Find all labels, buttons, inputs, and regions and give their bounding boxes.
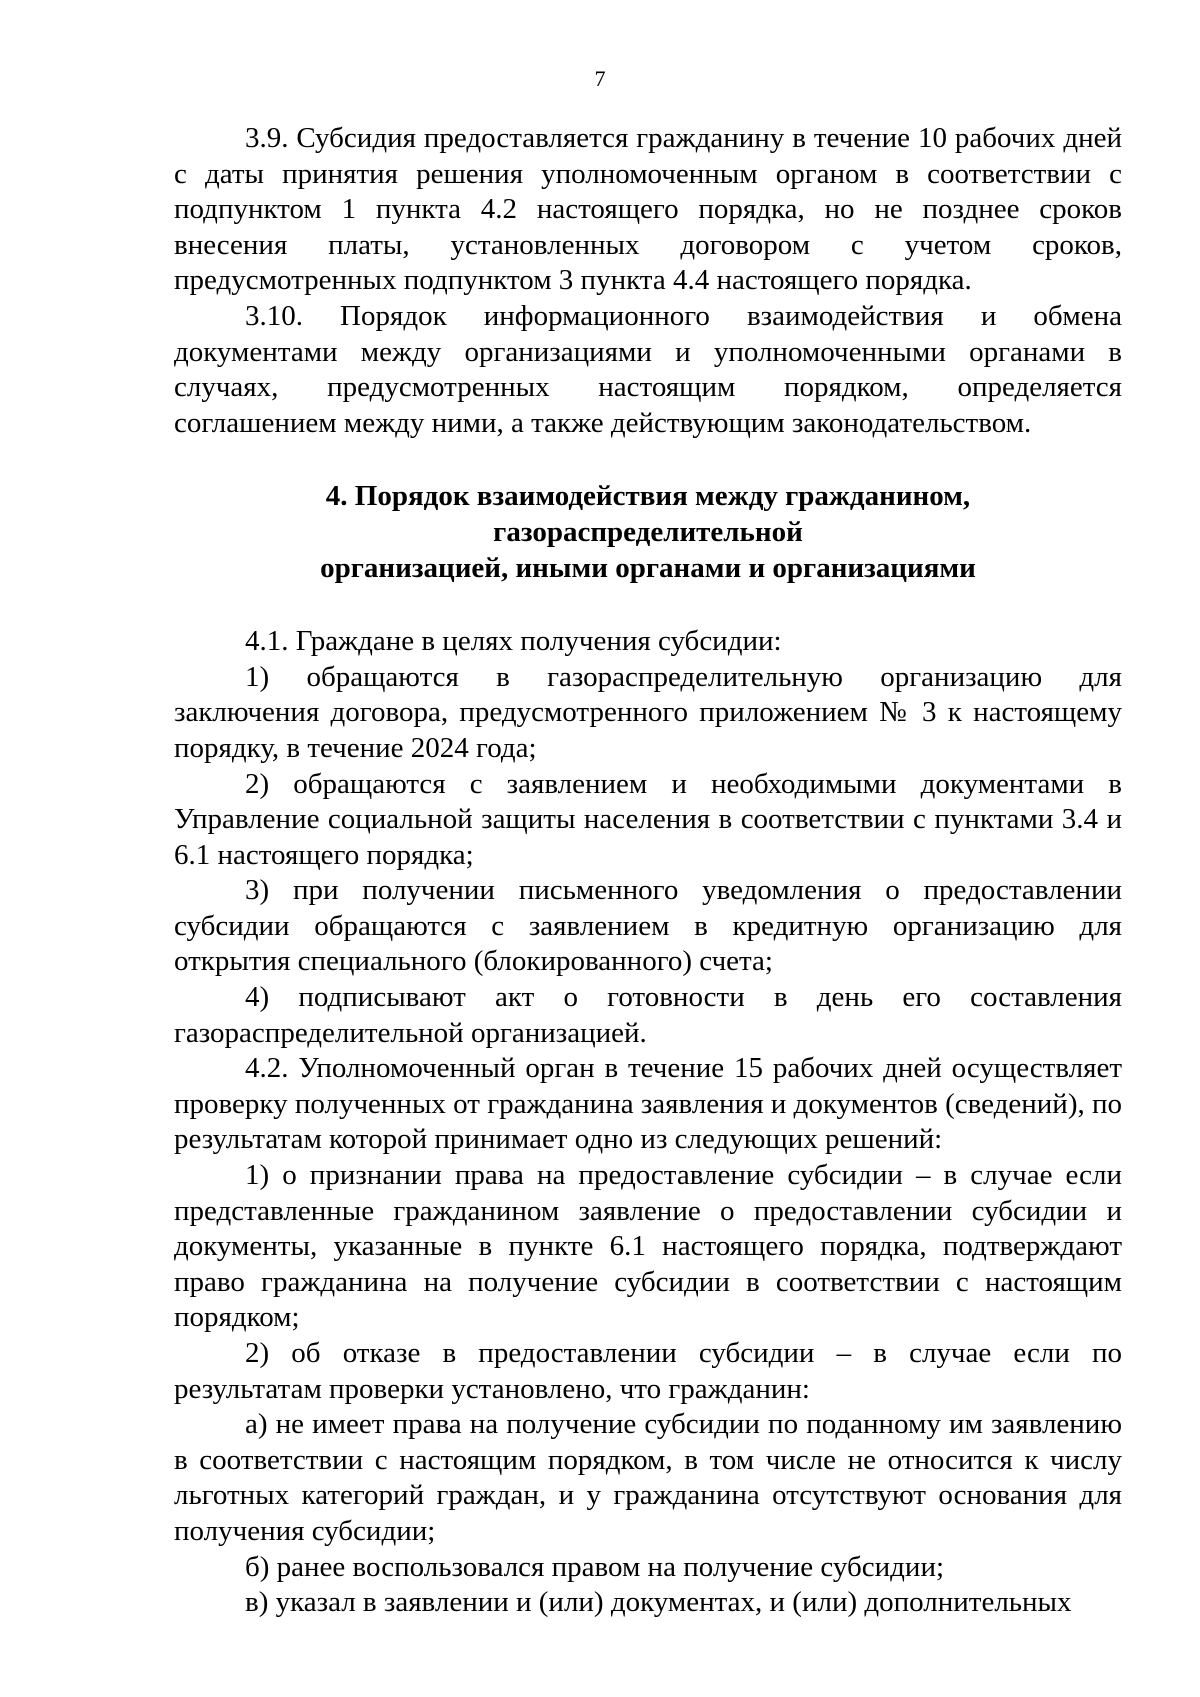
paragraph-4-2-item-a: а) не имеет права на получение субсидии по поданному им заявлению в соответствии с настоящим порядком, в том числе не относится к числу льготных категорий граждан, и у гражданина отсутствуют основания для получения субсидии;	[174, 1408, 1122, 1547]
section-heading-line-1: 4. Порядок взаимодействия между гражданином, газораспределительной	[325, 480, 971, 548]
page-number: 7	[594, 66, 606, 91]
paragraph-4-2-item-2: 2) об отказе в предоставлении субсидии – в случае если по результатам проверки установлено, что гражданин:	[174, 1337, 1122, 1405]
paragraph-4-1: 4.1. Граждане в целях получения субсидии:	[245, 625, 782, 658]
paragraph-4-2-item-1: 1) о признании права на предоставление субсидии – в случае если представленные гражданином заявление о предоставлении субсидии и документы, указанные в пункте 6.1 настоящего порядка, подтверждают право гражданина на получение субсидии в соответствии с настоящим порядком;	[174, 1159, 1122, 1334]
paragraph-4-2: 4.2. Уполномоченный орган в течение 15 рабочих дней осуществляет проверку полученных от гражданина заявления и документов (сведений), по результатам которой принимает одно из следующих решений:	[174, 1052, 1122, 1156]
paragraph-4-1-item-3: 3) при получении письменного уведомления о предоставлении субсидии обращаются с заявлением в кредитную организацию для открытия специального (блокированного) счета;	[174, 874, 1122, 978]
paragraph-4-1-item-2: 2) обращаются с заявлением и необходимыми документами в Управление социальной защиты населения в соответствии с пунктами 3.4 и 6.1 настоящего порядка;	[174, 767, 1122, 871]
section-heading-line-2: организацией, иными органами и организациями	[320, 551, 976, 584]
paragraph-4-2-item-b: б) ранее воспользовался правом на получение субсидии;	[245, 1550, 945, 1583]
paragraph-3-10: 3.10. Порядок информационного взаимодействия и обмена документами между организациями и уполномоченными органами в случаях, предусмотренных настоящим порядком, определяется соглашением между ними, а также действующим законодательством.	[174, 299, 1122, 439]
paragraph-3-9: 3.9. Субсидия предоставляется гражданину в течение 10 рабочих дней с даты принятия решения уполномоченным органом в соответствии с подпунктом 1 пункта 4.2 настоящего порядка, но не позднее сроков внесения платы, установленных договором с учетом сроков, предусмотренных подпунктом 3 пункта 4.4 настоящего порядка.	[174, 122, 1122, 297]
section-heading	[174, 479, 1122, 586]
paragraph-4-2-item-v: в) указал в заявлении и (или) документах, и (или) дополнительных	[245, 1586, 1072, 1619]
document-body	[174, 121, 1122, 1621]
paragraph-4-1-item-4: 4) подписывают акт о готовности в день его составления газораспределительной организацией.	[174, 981, 1122, 1049]
paragraph-4-1-item-1: 1) обращаются в газораспределительную организацию для заключения договора, предусмотренного приложением № 3 к настоящему порядку, в течение 2024 года;	[174, 660, 1122, 764]
